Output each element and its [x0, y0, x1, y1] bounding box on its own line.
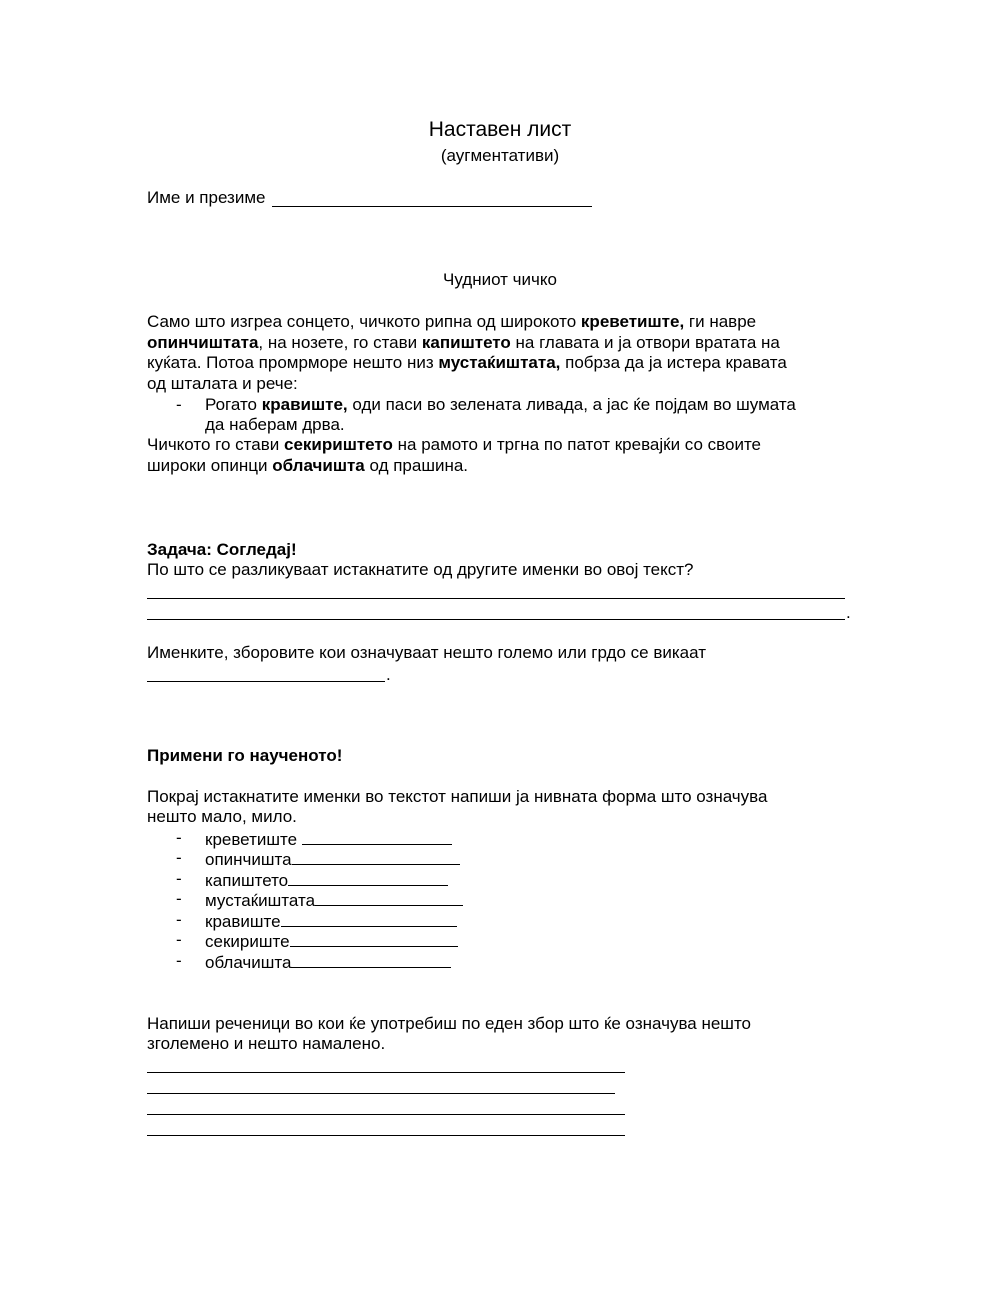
answer-line[interactable] [147, 598, 845, 599]
task1-heading: Задача: Согледај! [147, 540, 297, 559]
story-line: Чичкото го стави секириштето на рамото и тргна по патот кревајќи со своите [147, 435, 762, 454]
highlighted-noun: секириштето [283, 435, 393, 454]
highlighted-noun: облачишта [272, 456, 365, 475]
answer-blank[interactable] [281, 910, 457, 927]
dash-bullet: - [176, 395, 182, 414]
story-line: да наберам дрва. [205, 415, 345, 434]
dash-bullet: - [176, 930, 182, 949]
dash-bullet: - [176, 828, 182, 847]
list-item: капиштето [205, 869, 448, 892]
story-line: широки опинци облачишта од прашина. [147, 456, 469, 475]
list-item: облачишта [205, 951, 451, 974]
answer-blank[interactable] [315, 889, 463, 906]
dash-bullet: - [176, 848, 182, 867]
period: . [846, 603, 851, 622]
task1-question: По што се разликуваат истакнатите од другите именки во овој текст? [147, 560, 694, 579]
task3-instruction: зголемено и нешто намалено. [147, 1034, 386, 1053]
list-item: мустаќиштата [205, 889, 463, 912]
answer-line[interactable] [147, 681, 385, 682]
highlighted-noun: капиштето [421, 333, 511, 352]
task3-instruction: Напиши реченици во кои ќе употребиш по еден збор што ќе означува нешто [147, 1014, 751, 1033]
story-line: Само што изгреа сонцето, чичкото рипна од широкото креветиште, ги навре [147, 312, 757, 331]
task1-statement: Именките, зборовите кои означуваат нешто големо или грдо се викаат [147, 643, 706, 662]
answer-line[interactable] [147, 1135, 625, 1136]
story-line: Рогато кравиште, оди паси во зелената ливада, а јас ќе појдам во шумата [205, 395, 796, 414]
name-field[interactable] [272, 206, 592, 207]
answer-blank[interactable] [288, 869, 448, 886]
list-item: опинчишта [205, 848, 460, 871]
story-line: од шталата и рече: [147, 374, 298, 393]
task2-instruction: Покрај истакнатите именки во текстот напиши ја нивната форма што означува [147, 787, 768, 806]
highlighted-noun: мустаќиштата, [438, 353, 561, 372]
page-subtitle: (аугментативи) [440, 146, 560, 165]
name-label: Име и презиме [147, 188, 266, 207]
answer-blank[interactable] [292, 848, 460, 865]
highlighted-noun: креветиште, [580, 312, 685, 331]
story-line: куќата. Потоа промрморе нешто низ мустаќиштата, побрза да ја истера кравата [147, 353, 787, 372]
answer-blank[interactable] [290, 930, 458, 947]
task2-heading: Примени го наученото! [147, 746, 343, 765]
dash-bullet: - [176, 889, 182, 908]
page-title: Наставен лист [428, 118, 572, 141]
dash-bullet: - [176, 869, 182, 888]
answer-line[interactable] [147, 1072, 625, 1073]
answer-line[interactable] [147, 1093, 615, 1094]
list-item: секириште [205, 930, 458, 953]
answer-blank[interactable] [291, 951, 451, 968]
answer-blank[interactable] [302, 828, 452, 845]
highlighted-noun: опинчиштата [147, 333, 259, 352]
story-title: Чудниот чичко [443, 270, 557, 289]
task2-instruction: нешто мало, мило. [147, 807, 297, 826]
story-line: опинчиштата, на нозете, го стави капиштето на главата и ја отвори вратата на [147, 333, 780, 352]
list-item: кравиште [205, 910, 457, 933]
dash-bullet: - [176, 951, 182, 970]
period: . [386, 665, 391, 684]
answer-line[interactable] [147, 619, 845, 620]
highlighted-noun: кравиште, [261, 395, 348, 414]
dash-bullet: - [176, 910, 182, 929]
list-item: креветиште [205, 828, 452, 851]
answer-line[interactable] [147, 1114, 625, 1115]
